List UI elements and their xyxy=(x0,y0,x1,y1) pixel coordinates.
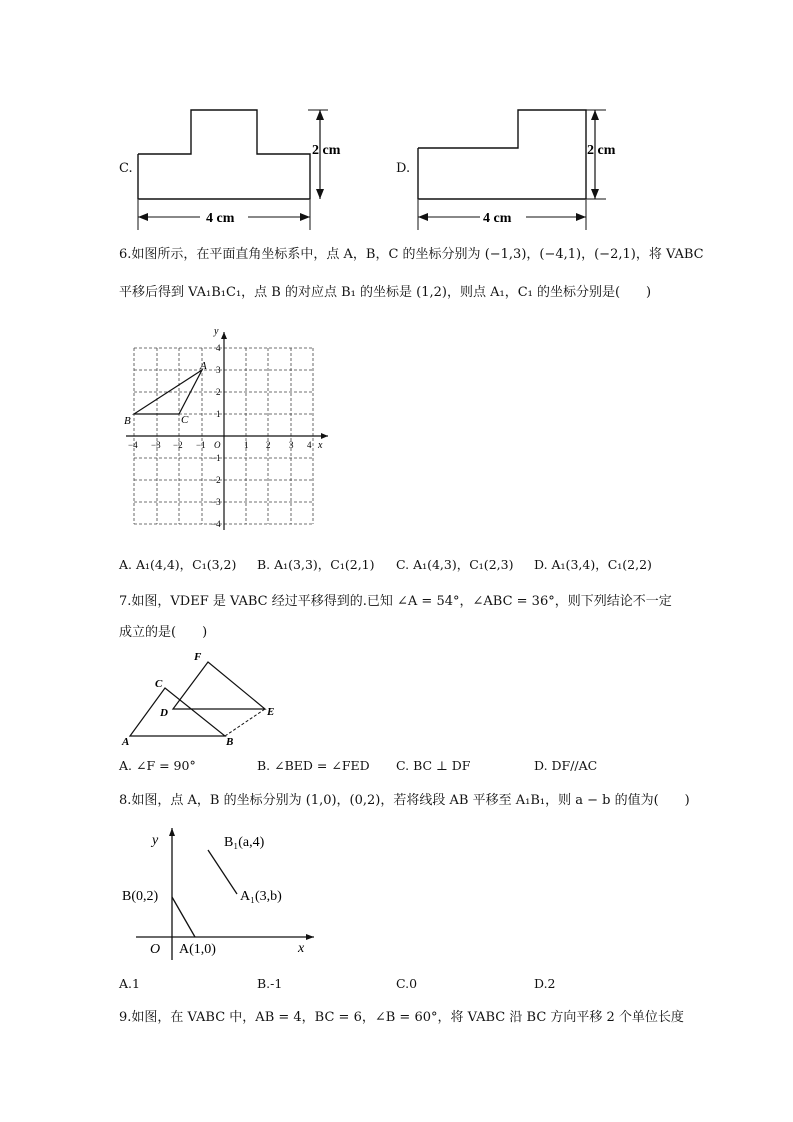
figure-d-arrow-down xyxy=(591,189,599,199)
figure-d-height-label: 2 cm xyxy=(587,143,616,158)
q6-y-tick: 4 xyxy=(216,343,221,353)
q6-y-axis-arrow xyxy=(221,332,227,339)
figure-c-arrow-left xyxy=(138,213,148,221)
figure-c-arrow-up xyxy=(316,110,324,120)
q6-y-tick: 1 xyxy=(216,409,221,419)
q7-option-a[interactable]: A. ∠F = 90° xyxy=(119,758,196,773)
q6-line-2: 平移后得到 VA₁B₁C₁，点 B 的对应点 B₁ 的坐标是 (1,2)，则点 A₁，C₁ 的坐标分别是( ) xyxy=(119,285,652,300)
q6-y-tick: −3 xyxy=(211,497,221,507)
q7-figure xyxy=(118,645,293,750)
figure-d-width-label: 4 cm xyxy=(483,211,512,226)
q7-label-e: E xyxy=(267,706,275,718)
q7-line-2: 成立的是( ) xyxy=(119,625,208,640)
q6-option-d[interactable]: D. A₁(3,4)，C₁(2,2) xyxy=(534,557,652,572)
q7-triangle-def xyxy=(173,662,265,709)
q6-point-a-label: A xyxy=(200,360,207,372)
q8-line-1: 8.如图，点 A，B 的坐标分别为 (1,0)，(0,2)，若将线段 AB 平移至 A₁B₁，则 a − b 的值为( ) xyxy=(119,793,690,808)
figure-c-outline xyxy=(138,110,310,199)
q7-option-d[interactable]: D. DF//AC xyxy=(534,758,598,773)
q6-y-tick: −2 xyxy=(211,475,221,485)
q6-x-tick: −2 xyxy=(173,440,183,450)
q8-point-a1-label: A₁(3,b) xyxy=(240,889,282,904)
q6-x-tick: −1 xyxy=(196,440,206,450)
q8-y-axis-arrow xyxy=(169,828,175,836)
figure-c-arrow-down xyxy=(316,189,324,199)
q6-x-tick: 1 xyxy=(244,440,249,450)
q8-option-d[interactable]: D.2 xyxy=(534,976,556,991)
q8-option-a[interactable]: A.1 xyxy=(119,976,140,991)
q7-triangle-abc xyxy=(130,688,225,736)
q6-x-tick: −3 xyxy=(151,440,161,450)
q6-y-tick: 3 xyxy=(216,365,221,375)
q6-y-axis-label: y xyxy=(214,326,219,337)
q8-x-label: x xyxy=(298,941,305,956)
q7-label-a: A xyxy=(122,736,130,748)
q7-label-c: C xyxy=(155,678,163,690)
figure-d-arrow-right xyxy=(576,213,586,221)
q8-origin-label: O xyxy=(150,942,161,957)
q7-line-1: 7.如图，VDEF 是 VABC 经过平移得到的.已知 ∠A = 54°，∠ABC = 36°，则下列结论不一定 xyxy=(119,594,672,609)
q8-segment-a1b1 xyxy=(208,850,237,894)
q6-x-tick: 2 xyxy=(266,440,271,450)
figure-c xyxy=(130,100,370,235)
q8-y-label: y xyxy=(152,833,159,848)
q7-option-c[interactable]: C. BC ⊥ DF xyxy=(396,758,471,773)
q8-point-a-label: A(1,0) xyxy=(179,942,216,957)
q7-label-b: B xyxy=(226,736,234,748)
q7-label-d: D xyxy=(160,707,168,719)
q6-y-tick: −1 xyxy=(211,453,221,463)
option-d-label: D. xyxy=(396,161,411,176)
q8-figure xyxy=(118,820,328,965)
q7-option-b[interactable]: B. ∠BED = ∠FED xyxy=(257,758,370,773)
figure-d-arrow-left xyxy=(418,213,428,221)
option-c-label: C. xyxy=(119,161,133,176)
q6-x-axis-arrow xyxy=(321,433,328,439)
q8-x-axis-arrow xyxy=(306,934,314,940)
figure-d xyxy=(410,100,650,235)
q6-x-tick: 3 xyxy=(289,440,294,450)
figure-c-arrow-right xyxy=(300,213,310,221)
q8-segment-ab xyxy=(172,897,195,937)
q6-x-tick: −4 xyxy=(128,440,138,450)
q6-x-axis-label: x xyxy=(318,440,323,451)
q6-line-1: 6.如图所示，在平面直角坐标系中，点 A，B，C 的坐标分别为 (−1,3)，(−4,1)，(−2,1)，将 VABC xyxy=(119,247,704,262)
q6-option-a[interactable]: A. A₁(4,4)，C₁(3,2) xyxy=(119,557,237,572)
q7-label-f: F xyxy=(194,651,202,663)
q6-origin-label: O xyxy=(214,440,221,450)
q6-point-c-label: C xyxy=(181,414,189,426)
q6-option-b[interactable]: B. A₁(3,3)，C₁(2,1) xyxy=(257,557,375,572)
q7-dashed-be xyxy=(225,709,265,736)
figure-d-arrow-up xyxy=(591,110,599,120)
q6-point-b-label: B xyxy=(124,415,131,427)
q6-y-tick: −4 xyxy=(211,519,221,529)
q8-option-b[interactable]: B.-1 xyxy=(257,976,283,991)
q8-point-b-label: B(0,2) xyxy=(122,889,159,904)
q8-option-c[interactable]: C.0 xyxy=(396,976,418,991)
figure-c-width-label: 4 cm xyxy=(206,211,235,226)
figure-d-outline xyxy=(418,110,586,199)
q8-point-b1-label: B₁(a,4) xyxy=(224,835,265,850)
figure-c-height-label: 2 cm xyxy=(312,143,341,158)
q6-x-tick: 4 xyxy=(307,440,312,450)
q9-line-1: 9.如图，在 VABC 中，AB = 4，BC = 6，∠B = 60°，将 VABC 沿 BC 方向平移 2 个单位长度 xyxy=(119,1010,684,1025)
q6-x-tick-labels xyxy=(128,440,312,450)
q6-y-tick: 2 xyxy=(216,387,221,397)
q6-coordinate-grid xyxy=(120,326,335,531)
q6-option-c[interactable]: C. A₁(4,3)，C₁(2,3) xyxy=(396,557,514,572)
